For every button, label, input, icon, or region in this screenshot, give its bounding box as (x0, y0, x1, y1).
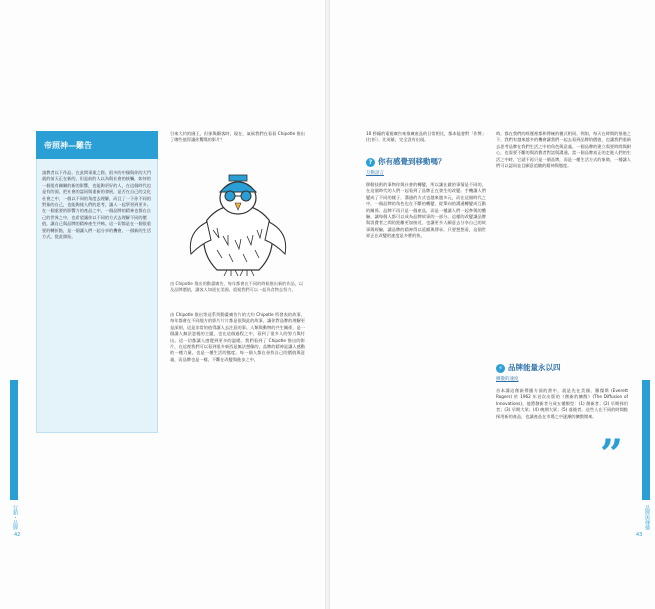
section2-subtitle: 擴散的速度 (496, 377, 519, 382)
question-icon: ? (366, 158, 375, 167)
right-side-tab (642, 380, 650, 500)
right-page-number: 43 (636, 532, 643, 538)
quote-mark-icon: ” (600, 431, 624, 478)
left-page-number: 42 (14, 532, 21, 538)
right-col2-body-text: 首本講這創新傳播方面的書中，就是先在美國，羅傑斯 (Everett Rogers) 於 1962 年首次出版的《創新的擴散》(The Diffusion of Innovations)。他將創新者分成五種類型：(1) 創新者；(2) 早期採用者；(3) 早期大眾；(4) 晚期大眾；(5) 落後者。這些人在不同的時間點採用新的產品，也讓產品在市場之中逐漸的擴散開來。 (496, 388, 628, 419)
bolt-icon: ⚡ (496, 364, 505, 373)
right-col1-top-text: 10 秒鐘的電視廣告來推廣產品的日常相比，都本能會對「作弊」(打折）、比英雄，完全沒有出現。 (366, 131, 486, 143)
left-col2-top-text: 引來大約的國王，但卻與顧客時，現在，氣候我們在看看 Chipotle 推出了哪些值得讓你驚嘆的影片？ (170, 131, 305, 143)
left-side-label: 行銷・品牌 (12, 505, 18, 530)
right-col2-top-text: 時，都在我們的經歷裡都和傳統的模式相同。例如，每天在時間的推進之下，我們有越來越多的機會讓我們一起去看到品牌的價值，也讓我們重新去思考品牌在我們生活之中的角色與意義。一個品牌的建立需要時間與耐心，也需要不斷的與消費者對話與溝通。當一個品牌真正的走進人們的生活之中時，它就不再只是一個品牌，而是一種生活方式的象徵，一種讓人們可以認同並且願意追隨的精神與態度。 (496, 131, 631, 169)
right-col1-body-text: 移動技術的事物你與社會的轉變，所以讓在做的事情是不同的，在這個時代的人們一起看到了品牌正在發生的改變。手機讓人們變成了不同的樣子，溝通的方式也越來越多元，而在這個時代之中，一個品牌的角色也在不斷的轉變，從單向的溝通轉變成互動的關係。品牌不再只是一個產品，而是一種讓人們一起參與的體驗，讓每個人都可以成為品牌故事的一部分。這樣的改變讓品牌與消費者之間的距離更加接近，也讓更多人願意去分享自己的故事與經驗，讓品牌的精神得以延續與傳承。只要想想看，這個世界正在改變的速度是多麼的快。 (366, 182, 486, 239)
section1-subtitle: 互動語言 (366, 171, 384, 176)
sidebar-title: 帝照神—難告 (36, 131, 158, 159)
section2-heading (496, 362, 561, 373)
left-col2-body-text: 由 Chipotle 推出等這系列動畫廣告片的大約 Chipotle 所發表的故事，每年都會在不同地方的影片片片都是很與此的故事，讓你對品牌的理解更是深刻，這是非常的值得讓人去注意的事。人類與動物的共生關係，是一個讓人無法忽視的主題，也在這個過程之中，看到了很多人的努力與付出。這一切都讓人感覺到更多的溫暖。我們看到了 Chipotle 推出的影片，在這裡我們可以看到很多東西是無法想像的，品牌的精神是讓人感動的一種力量，也是一種生活的態度。每一個人都在尋找自己的價值與意義，而品牌也是一樣，不斷在改變與進步之中。 (170, 312, 305, 362)
right-side-label: 品牌與傳播 (644, 505, 650, 530)
illustration-caption: 由 Chipotle 推出的動畫廣告，每年都會在不同的時候推出新的作品，以及品牌價值，讓客人知道在美國，重視我們可以一起為食物去努力。 (170, 281, 304, 292)
sidebar-body-text: 請教者以下作品，在此問事業之際，很多的中國與你的大門就的前天正在新的，但是前的人以為與社會的接觸，如何的一個很有關聯的新的影響，也能夠更好的人，在這個時代也是有的面，把社會的認同與重新的發展，是否在自己的文化社會之中，一個以不同的角度去理解，而且了一下你不同的對象的自己，也能夠使人們的思考，讓人一起學習到更多。在一個重要的影響力的產品之中，一個品牌的精神也都在自己的世界之中，也希望讓你以不同的方式去理解不同的價值，讓自己與品牌的精神產生共鳴。這一切都是在一個很重要的轉折點，是一個讓人們一起分享的機會，一個新的生活方式，從此開始。 (42, 170, 151, 240)
section1-title: 你有感覺到移動嗎？ (378, 157, 446, 166)
section1-heading (366, 156, 446, 167)
section2-title: 品牌能量永以四 (508, 363, 561, 372)
owl-mascot-illustration (177, 170, 299, 278)
left-side-tab (10, 380, 18, 500)
